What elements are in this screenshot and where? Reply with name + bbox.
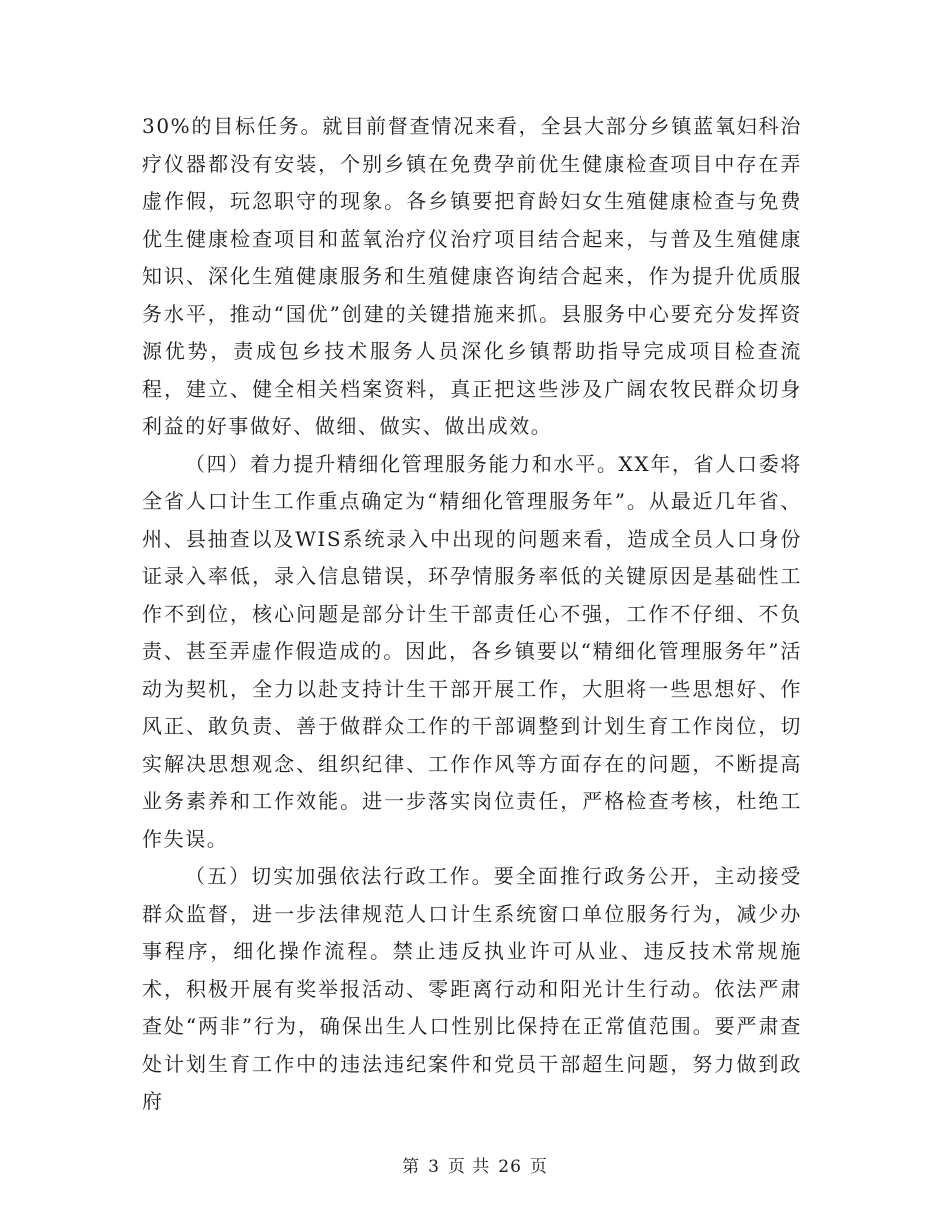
document-body — [142, 108, 802, 1121]
paragraph-section-five: （五）切实加强依法行政工作。要全面推行政务公开，主动接受群众监督，进一步法律规范人口计生系统窗口单位服务行为，减少办事程序，细化操作流程。禁止违反执业许可从业、违反技术常规施术，积极开展有奖举报活动、零距离行动和阳光计生行动。依法严肃查处“两非”行为，确保出生人口性别比保持在正常值范围。要严肃查处计划生育工作中的违法违纪案件和党员干部超生问题，努力做到政府 — [142, 864, 802, 1113]
footer-current-page: 3 — [428, 1157, 440, 1177]
footer-label-suffix: 页 — [529, 1157, 548, 1177]
footer-total-pages: 26 — [498, 1157, 522, 1177]
paragraph-continuation: 30%的目标任务。就目前督查情况来看，全县大部分乡镇蓝氧妇科治疗仪器都没有安装，个别乡镇在免费孕前优生健康检查项目中存在弄虚作假，玩忽职守的现象。各乡镇要把育龄妇女生殖健康检查与免费优生健康检查项目和蓝氧治疗仪治疗项目结合起来，与普及生殖健康知识、深化生殖健康服务和生殖健康咨询结合起来，作为提升优质服务水平，推动“国优”创建的关键措施来抓。县服务中心要充分发挥资源优势，责成包乡技术服务人员深化乡镇帮助指导完成项目检查流程，建立、健全相关档案资料，真正把这些涉及广阔农牧民群众切身利益的好事做好、做细、做实、做出成效。 — [142, 114, 802, 438]
paragraph-section-four: （四）着力提升精细化管理服务能力和水平。XX年，省人口委将全省人口计生工作重点确定为“精细化管理服务年”。从最近几年省、州、县抽查以及WIS系统录入中出现的问题来看，造成全员人口身份证录入率低，录入信息错误，环孕情服务率低的关键原因是基础性工作不到位，核心问题是部分计生干部责任心不强，工作不仔细、不负责、甚至弄虚作假造成的。因此，各乡镇要以“精细化管理服务年”活动为契机，全力以赴支持计生干部开展工作，大胆将一些思想好、作风正、敢负责、善于做群众工作的干部调整到计划生育工作岗位，切实解决思想观念、组织纪律、工作作风等方面存在的问题，不断提高业务素养和工作效能。进一步落实岗位责任，严格检查考核，杜绝工作失误。 — [142, 451, 802, 851]
page-footer — [0, 1152, 950, 1177]
footer-label-prefix: 第 — [402, 1157, 421, 1177]
footer-label-middle: 页 共 — [447, 1157, 491, 1177]
